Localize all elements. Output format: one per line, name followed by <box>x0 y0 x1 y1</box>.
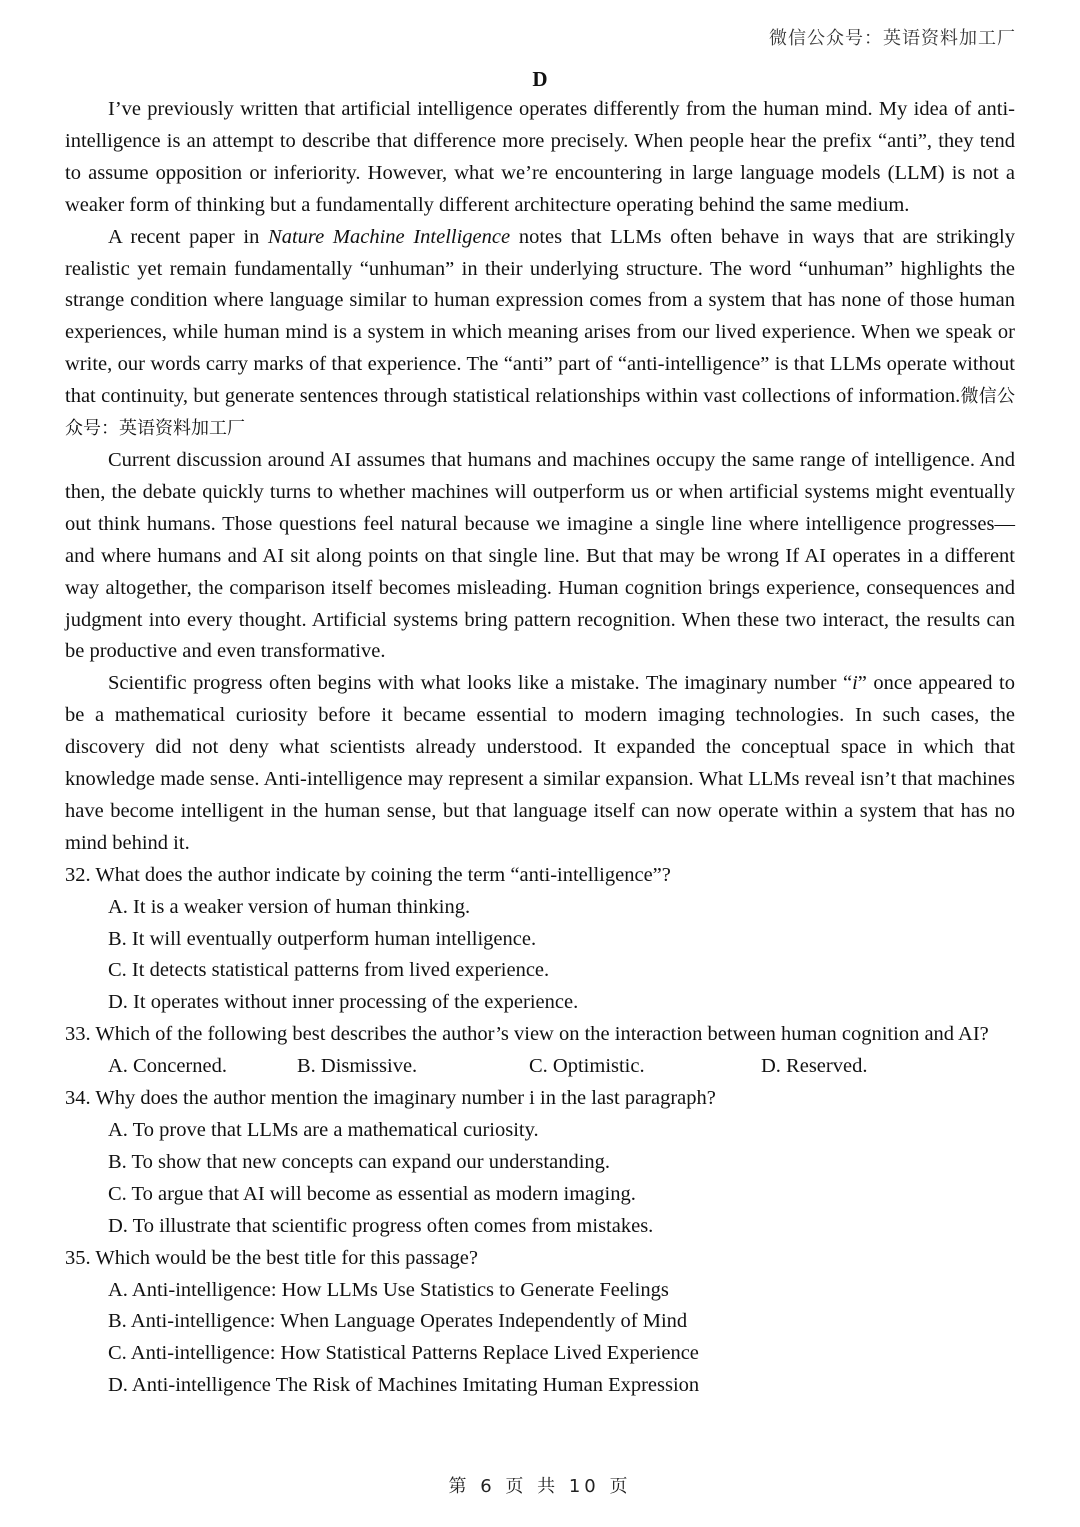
question-35-option-b[interactable]: B. Anti-intelligence: When Language Operates Independently of Mind <box>108 1310 688 1333</box>
question-33-option-c[interactable]: C. Optimistic. <box>529 1055 645 1078</box>
question-34-option-a[interactable]: A. To prove that LLMs are a mathematical curiosity. <box>108 1119 539 1141</box>
page-number-footer: 第 6 页 共 10 页 <box>448 1476 632 1497</box>
passage-paragraph-2 <box>65 222 1015 445</box>
question-34-stem: 34. Why does the author mention the imaginary number i in the last paragraph? <box>65 1087 716 1110</box>
question-32-option-c[interactable]: C. It detects statistical patterns from lived experience. <box>108 959 550 982</box>
question-32-stem: 32. What does the author indicate by coining the term “anti-intelligence”? <box>65 863 671 886</box>
question-33-option-d[interactable]: D. Reserved. <box>761 1055 868 1078</box>
question-35-option-a[interactable]: A. Anti-intelligence: How LLMs Use Statistics to Generate Feelings <box>108 1278 669 1301</box>
passage-paragraph-4 <box>65 668 1015 859</box>
question-32-option-d[interactable]: D. It operates without inner processing of the experience. <box>108 991 579 1014</box>
question-35-stem: 35. Which would be the best title for this passage? <box>65 1246 478 1269</box>
journal-name: Nature Machine Intelligence <box>268 225 511 248</box>
passage-paragraph-3: Current discussion around AI assumes that humans and machines occupy the same range of intelligence. And then, the debate quickly turns to whether machines will outperform us or when artificial systems might eventually out think humans. Those questions feel natural because we imagine a single line where intelligence progresses—and where humans and AI sit along points on that single line. But that may be wrong If AI operates in a different way altogether, the comparison itself becomes misleading. Human cognition brings experience, consequences and judgment into every thought. Artificial systems bring pattern recognition. When these two interact, the results can be productive and even transformative. <box>65 448 1015 663</box>
question-34-option-b[interactable]: B. To show that new concepts can expand our understanding. <box>108 1150 611 1173</box>
question-32-option-b[interactable]: B. It will eventually outperform human intelligence. <box>108 927 537 950</box>
question-33-option-a[interactable]: A. Concerned. <box>108 1055 227 1078</box>
question-35-option-d[interactable]: D. Anti-intelligence The Risk of Machines Imitating Human Expression <box>108 1374 700 1397</box>
paragraph-2-text-end: notes that LLMs often behave in ways that are strikingly realistic yet remain fundamentally “unhuman” in their underlying structure. The word “unhuman” highlights the strange condition where language similar to human expression comes from a system that has none of those human experiences, while human mind is a system in which meaning arises from our lived experience. When we speak or write, our words carry marks of that experience. The “anti” part of “anti-intelligence” is that LLMs operate without that continuity, but generate sentences through statistical relationships within vast collections of information. <box>65 225 1015 408</box>
question-35-option-c[interactable]: C. Anti-intelligence: How Statistical Patterns Replace Lived Experience <box>108 1342 699 1365</box>
inline-watermark: 微信公众号：英语资料加工厂 <box>65 386 1015 440</box>
question-33-option-b[interactable]: B. Dismissive. <box>297 1055 418 1078</box>
exam-page <box>65 64 1015 1402</box>
question-33-options <box>65 1051 1015 1083</box>
passage-paragraph-1: I’ve previously written that artificial intelligence operates differently from the human mind. My idea of anti-intelligence is an attempt to describe that difference more precisely. When people hear the prefix “anti”, they tend to assume opposition or inferiority. However, what we’re encountering in large language models (LLM) is not a weaker form of thinking but a fundamentally different architecture operating behind the same medium. <box>65 98 1015 216</box>
question-34-option-d[interactable]: D. To illustrate that scientific progress often comes from mistakes. <box>108 1214 654 1237</box>
section-title: D <box>532 67 548 91</box>
header-watermark: 微信公众号：英语资料加工厂 <box>769 28 1016 49</box>
imaginary-number-symbol: i <box>852 672 858 695</box>
question-32-option-a[interactable]: A. It is a weaker version of human thinking. <box>108 895 471 918</box>
question-33-stem: 33. Which of the following best describes the author’s view on the interaction between human cognition and AI? <box>65 1023 989 1046</box>
paragraph-2-text-start: A recent paper in <box>108 225 269 248</box>
paragraph-4-text-start: Scientific progress often begins with what looks like a mistake. The imaginary number “ <box>108 672 853 695</box>
paragraph-4-text-end: ” once appeared to be a mathematical curiosity before it became essential to modern imaging technologies. In such cases, the discovery did not deny what scientists already understood. It expanded the conceptual space in which that knowledge made sense. Anti-intelligence may represent a similar expansion. What LLMs reveal isn’t that machines have become intelligent in the human sense, but that language itself can now operate within a system that has no mind behind it. <box>65 672 1016 854</box>
question-34-option-c[interactable]: C. To argue that AI will become as essential as modern imaging. <box>108 1182 636 1205</box>
